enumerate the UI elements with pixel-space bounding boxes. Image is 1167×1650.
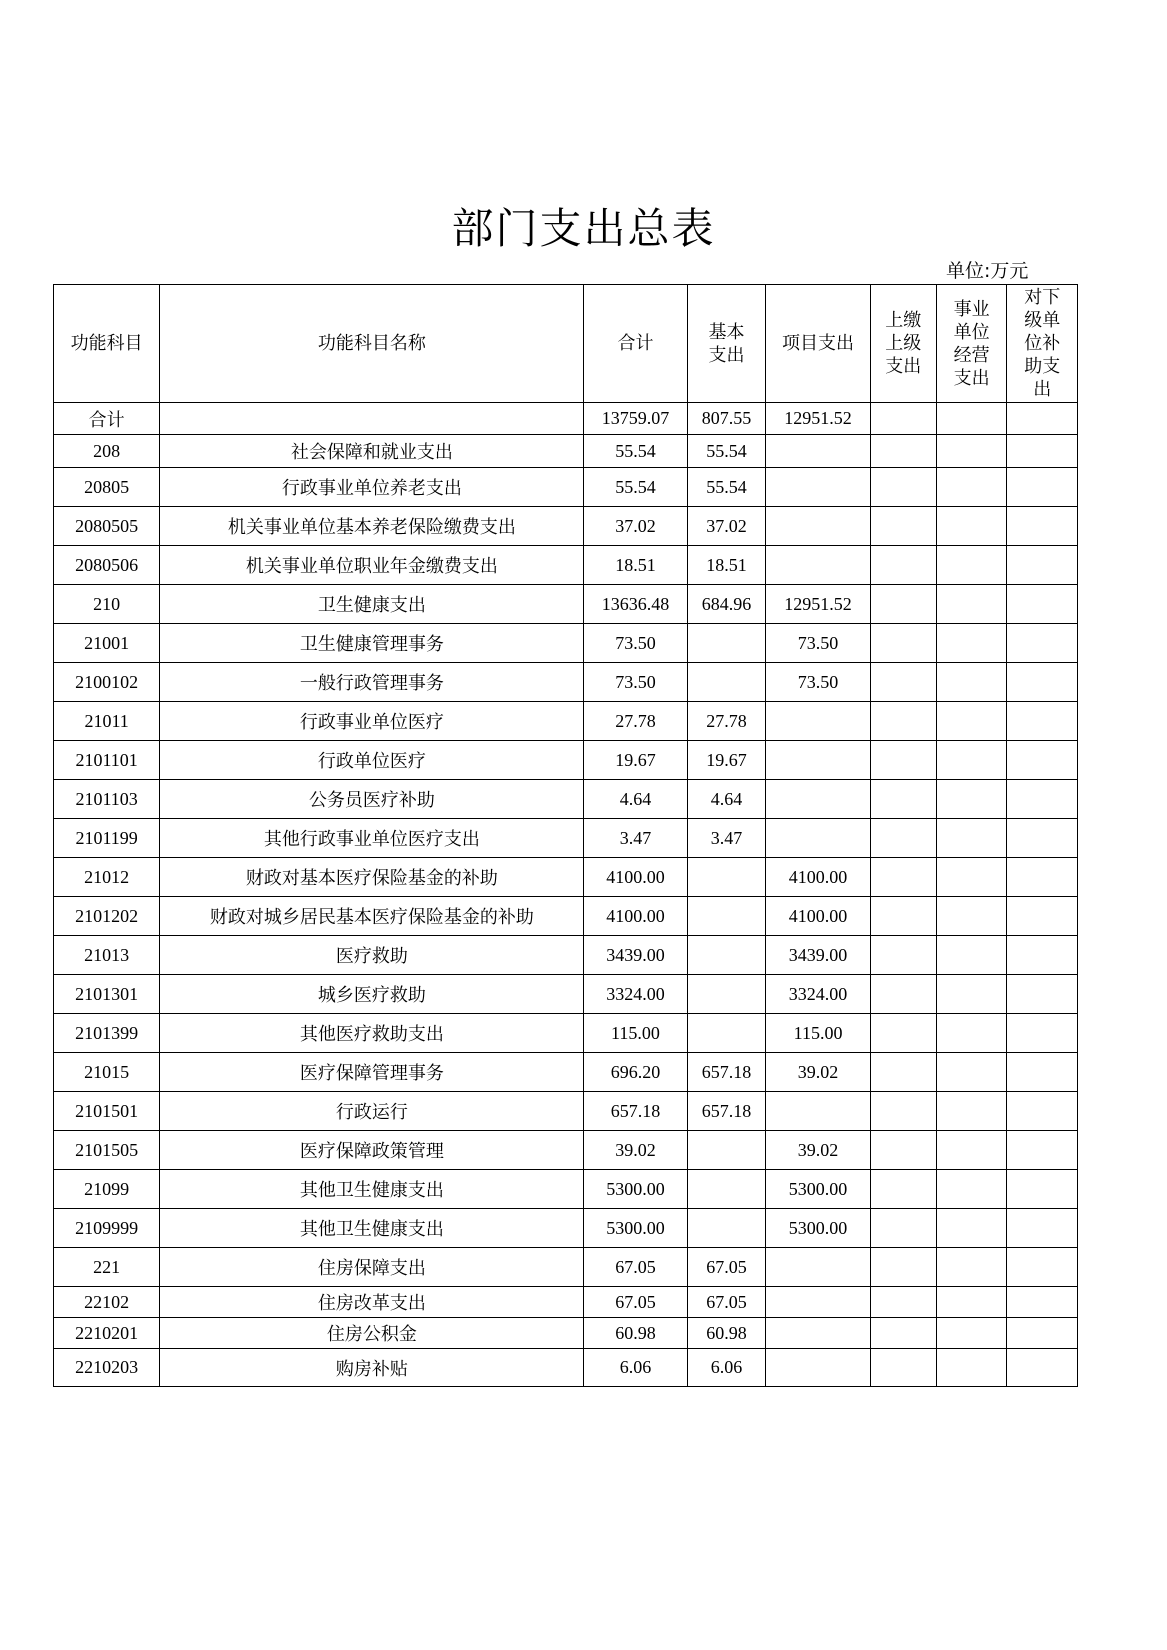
row-business (936, 819, 1007, 858)
row-basic (687, 1209, 766, 1248)
row-upper (870, 702, 936, 741)
row-name: 机关事业单位基本养老保险缴费支出 (160, 507, 584, 546)
row-project (766, 1248, 870, 1287)
row-upper (870, 546, 936, 585)
row-upper (870, 1092, 936, 1131)
row-name: 其他行政事业单位医疗支出 (160, 819, 584, 858)
row-code: 2101501 (54, 1092, 160, 1131)
row-basic: 27.78 (687, 702, 766, 741)
row-basic: 6.06 (687, 1349, 766, 1387)
row-name: 财政对基本医疗保险基金的补助 (160, 858, 584, 897)
row-business (936, 1248, 1007, 1287)
row-basic: 60.98 (687, 1318, 766, 1349)
table-row (54, 585, 1078, 624)
row-name: 行政单位医疗 (160, 741, 584, 780)
table-row (54, 663, 1078, 702)
row-total: 657.18 (584, 1092, 687, 1131)
table-row (54, 702, 1078, 741)
row-business (936, 975, 1007, 1014)
row-subsidy (1007, 975, 1078, 1014)
row-code: 2101505 (54, 1131, 160, 1170)
row-code: 22102 (54, 1287, 160, 1318)
row-business (936, 897, 1007, 936)
header-total: 合计 (584, 285, 687, 403)
table-row (54, 624, 1078, 663)
row-subsidy (1007, 1287, 1078, 1318)
row-upper (870, 663, 936, 702)
table-row (54, 819, 1078, 858)
row-upper (870, 435, 936, 468)
row-subsidy (1007, 1170, 1078, 1209)
total-row (54, 403, 1078, 435)
row-basic: 19.67 (687, 741, 766, 780)
table-row (54, 780, 1078, 819)
row-basic (687, 1170, 766, 1209)
row-subsidy (1007, 1092, 1078, 1131)
row-total: 6.06 (584, 1349, 687, 1387)
row-upper (870, 780, 936, 819)
row-name: 住房改革支出 (160, 1287, 584, 1318)
row-code: 2080506 (54, 546, 160, 585)
row-business (936, 1092, 1007, 1131)
row-name: 行政事业单位养老支出 (160, 468, 584, 507)
row-upper (870, 1248, 936, 1287)
row-project: 5300.00 (766, 1170, 870, 1209)
table-row (54, 435, 1078, 468)
row-total: 4.64 (584, 780, 687, 819)
row-name: 医疗保障政策管理 (160, 1131, 584, 1170)
table-row (54, 897, 1078, 936)
row-upper (870, 624, 936, 663)
total-upper (870, 403, 936, 435)
row-total: 67.05 (584, 1287, 687, 1318)
row-subsidy (1007, 1318, 1078, 1349)
row-subsidy (1007, 936, 1078, 975)
row-basic: 4.64 (687, 780, 766, 819)
row-basic (687, 624, 766, 663)
row-subsidy (1007, 468, 1078, 507)
row-project (766, 1287, 870, 1318)
row-name: 城乡医疗救助 (160, 975, 584, 1014)
expenditure-table (53, 284, 1078, 1387)
row-name: 医疗保障管理事务 (160, 1053, 584, 1092)
header-subsidy: 对下 级单 位补 助支 出 (1007, 285, 1078, 403)
row-basic (687, 1014, 766, 1053)
table-row (54, 1349, 1078, 1387)
header-project: 项目支出 (766, 285, 870, 403)
row-total: 115.00 (584, 1014, 687, 1053)
table-row (54, 741, 1078, 780)
row-total: 696.20 (584, 1053, 687, 1092)
row-basic: 657.18 (687, 1092, 766, 1131)
row-upper (870, 1318, 936, 1349)
row-upper (870, 897, 936, 936)
row-business (936, 1053, 1007, 1092)
row-code: 2101101 (54, 741, 160, 780)
row-subsidy (1007, 624, 1078, 663)
row-code: 2210203 (54, 1349, 160, 1387)
row-code: 208 (54, 435, 160, 468)
table-row (54, 1318, 1078, 1349)
row-upper (870, 741, 936, 780)
row-name: 卫生健康支出 (160, 585, 584, 624)
row-project: 73.50 (766, 663, 870, 702)
row-upper (870, 819, 936, 858)
row-project (766, 702, 870, 741)
row-basic (687, 663, 766, 702)
row-basic (687, 897, 766, 936)
row-code: 2101202 (54, 897, 160, 936)
row-code: 221 (54, 1248, 160, 1287)
row-code: 21013 (54, 936, 160, 975)
row-total: 19.67 (584, 741, 687, 780)
table-row (54, 936, 1078, 975)
header-business: 事业 单位 经营 支出 (936, 285, 1007, 403)
row-project (766, 741, 870, 780)
row-name: 行政运行 (160, 1092, 584, 1131)
row-name: 社会保障和就业支出 (160, 435, 584, 468)
row-subsidy (1007, 546, 1078, 585)
row-total: 4100.00 (584, 897, 687, 936)
row-code: 2080505 (54, 507, 160, 546)
row-code: 210 (54, 585, 160, 624)
row-code: 20805 (54, 468, 160, 507)
row-code: 2101399 (54, 1014, 160, 1053)
row-total: 18.51 (584, 546, 687, 585)
total-name-cell (160, 403, 584, 435)
row-project: 115.00 (766, 1014, 870, 1053)
header-row (54, 285, 1078, 403)
row-total: 27.78 (584, 702, 687, 741)
row-code: 21012 (54, 858, 160, 897)
row-project (766, 819, 870, 858)
row-subsidy (1007, 1131, 1078, 1170)
row-business (936, 585, 1007, 624)
row-project: 3439.00 (766, 936, 870, 975)
row-subsidy (1007, 897, 1078, 936)
row-business (936, 780, 1007, 819)
row-upper (870, 1053, 936, 1092)
table-row (54, 546, 1078, 585)
row-upper (870, 507, 936, 546)
row-total: 39.02 (584, 1131, 687, 1170)
table-row (54, 1014, 1078, 1053)
row-name: 一般行政管理事务 (160, 663, 584, 702)
total-total: 13759.07 (584, 403, 687, 435)
row-upper (870, 468, 936, 507)
row-basic (687, 858, 766, 897)
row-total: 3.47 (584, 819, 687, 858)
row-subsidy (1007, 507, 1078, 546)
row-business (936, 1209, 1007, 1248)
table-row (54, 1170, 1078, 1209)
table-row (54, 1287, 1078, 1318)
row-business (936, 1318, 1007, 1349)
row-upper (870, 1287, 936, 1318)
row-basic: 18.51 (687, 546, 766, 585)
row-project: 4100.00 (766, 858, 870, 897)
row-total: 13636.48 (584, 585, 687, 624)
row-code: 21011 (54, 702, 160, 741)
row-subsidy (1007, 1248, 1078, 1287)
header-code: 功能科目 (54, 285, 160, 403)
row-subsidy (1007, 1349, 1078, 1387)
row-project: 5300.00 (766, 1209, 870, 1248)
total-basic: 807.55 (687, 403, 766, 435)
row-project (766, 1092, 870, 1131)
total-label: 合计 (54, 403, 160, 435)
row-business (936, 546, 1007, 585)
row-code: 2101301 (54, 975, 160, 1014)
row-subsidy (1007, 858, 1078, 897)
row-upper (870, 1131, 936, 1170)
row-total: 67.05 (584, 1248, 687, 1287)
header-name: 功能科目名称 (160, 285, 584, 403)
row-total: 37.02 (584, 507, 687, 546)
row-total: 5300.00 (584, 1209, 687, 1248)
row-upper (870, 1349, 936, 1387)
row-code: 21001 (54, 624, 160, 663)
row-basic: 657.18 (687, 1053, 766, 1092)
table-row (54, 468, 1078, 507)
table-row (54, 507, 1078, 546)
row-code: 2210201 (54, 1318, 160, 1349)
header-upper: 上缴 上级 支出 (870, 285, 936, 403)
row-project (766, 780, 870, 819)
row-basic: 3.47 (687, 819, 766, 858)
row-code: 2101103 (54, 780, 160, 819)
table-row (54, 1248, 1078, 1287)
row-name: 住房公积金 (160, 1318, 584, 1349)
row-subsidy (1007, 819, 1078, 858)
row-project: 73.50 (766, 624, 870, 663)
row-subsidy (1007, 1053, 1078, 1092)
row-basic: 67.05 (687, 1287, 766, 1318)
row-subsidy (1007, 702, 1078, 741)
row-business (936, 936, 1007, 975)
row-business (936, 435, 1007, 468)
row-upper (870, 1014, 936, 1053)
row-business (936, 741, 1007, 780)
row-upper (870, 858, 936, 897)
row-project: 4100.00 (766, 897, 870, 936)
row-project: 39.02 (766, 1053, 870, 1092)
row-total: 55.54 (584, 435, 687, 468)
row-total: 5300.00 (584, 1170, 687, 1209)
total-project: 12951.52 (766, 403, 870, 435)
row-project: 39.02 (766, 1131, 870, 1170)
row-basic (687, 936, 766, 975)
row-business (936, 1014, 1007, 1053)
row-project (766, 435, 870, 468)
row-name: 医疗救助 (160, 936, 584, 975)
row-business (936, 1349, 1007, 1387)
row-business (936, 1131, 1007, 1170)
page-title: 部门支出总表 (451, 204, 716, 253)
row-upper (870, 975, 936, 1014)
unit-label: 单位:万元 (946, 260, 1029, 282)
row-business (936, 858, 1007, 897)
row-subsidy (1007, 741, 1078, 780)
row-total: 60.98 (584, 1318, 687, 1349)
row-project (766, 1318, 870, 1349)
row-name: 其他卫生健康支出 (160, 1209, 584, 1248)
row-business (936, 663, 1007, 702)
row-business (936, 1287, 1007, 1318)
row-project: 12951.52 (766, 585, 870, 624)
row-code: 2101199 (54, 819, 160, 858)
row-upper (870, 1209, 936, 1248)
row-subsidy (1007, 1014, 1078, 1053)
row-name: 住房保障支出 (160, 1248, 584, 1287)
row-total: 3324.00 (584, 975, 687, 1014)
row-code: 21099 (54, 1170, 160, 1209)
table-row (54, 1131, 1078, 1170)
table-row (54, 1209, 1078, 1248)
row-business (936, 702, 1007, 741)
header-basic: 基本 支出 (687, 285, 766, 403)
row-basic: 55.54 (687, 468, 766, 507)
row-project (766, 507, 870, 546)
row-subsidy (1007, 780, 1078, 819)
row-subsidy (1007, 663, 1078, 702)
row-code: 2100102 (54, 663, 160, 702)
row-basic: 37.02 (687, 507, 766, 546)
row-name: 财政对城乡居民基本医疗保险基金的补助 (160, 897, 584, 936)
row-total: 73.50 (584, 663, 687, 702)
table-row (54, 858, 1078, 897)
row-upper (870, 1170, 936, 1209)
row-business (936, 468, 1007, 507)
row-basic (687, 975, 766, 1014)
row-basic: 55.54 (687, 435, 766, 468)
row-name: 行政事业单位医疗 (160, 702, 584, 741)
row-upper (870, 585, 936, 624)
row-name: 其他医疗救助支出 (160, 1014, 584, 1053)
row-total: 4100.00 (584, 858, 687, 897)
row-basic: 67.05 (687, 1248, 766, 1287)
total-subsidy (1007, 403, 1078, 435)
row-total: 3439.00 (584, 936, 687, 975)
row-upper (870, 936, 936, 975)
row-total: 73.50 (584, 624, 687, 663)
row-name: 卫生健康管理事务 (160, 624, 584, 663)
row-project (766, 1349, 870, 1387)
row-project (766, 468, 870, 507)
row-total: 55.54 (584, 468, 687, 507)
total-business (936, 403, 1007, 435)
table-row (54, 1092, 1078, 1131)
row-code: 2109999 (54, 1209, 160, 1248)
row-business (936, 1170, 1007, 1209)
row-subsidy (1007, 1209, 1078, 1248)
row-business (936, 624, 1007, 663)
row-name: 其他卫生健康支出 (160, 1170, 584, 1209)
table-row (54, 1053, 1078, 1092)
row-name: 公务员医疗补助 (160, 780, 584, 819)
row-business (936, 507, 1007, 546)
row-basic: 684.96 (687, 585, 766, 624)
table-row (54, 975, 1078, 1014)
row-basic (687, 1131, 766, 1170)
row-name: 机关事业单位职业年金缴费支出 (160, 546, 584, 585)
row-subsidy (1007, 435, 1078, 468)
row-code: 21015 (54, 1053, 160, 1092)
row-subsidy (1007, 585, 1078, 624)
row-project (766, 546, 870, 585)
row-project: 3324.00 (766, 975, 870, 1014)
row-name: 购房补贴 (160, 1349, 584, 1387)
